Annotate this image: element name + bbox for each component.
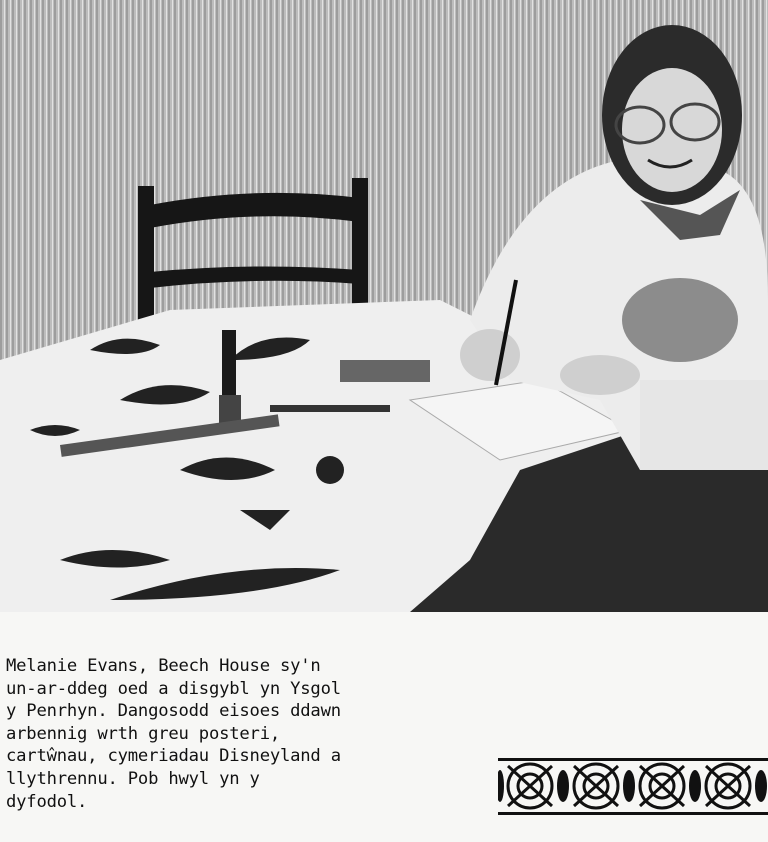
celtic-knot-border bbox=[498, 756, 768, 818]
photo-caption: Melanie Evans, Beech House sy'n un-ar-ddeg oed a disgybl yn Ysgol y Penrhyn. Dangosodd eisoes ddawn arbennig wrth greu posteri, cartŵnau, cymeriadau Disneyland a llythrennu. Pob hwyl yn y dyfodol. bbox=[6, 656, 341, 812]
